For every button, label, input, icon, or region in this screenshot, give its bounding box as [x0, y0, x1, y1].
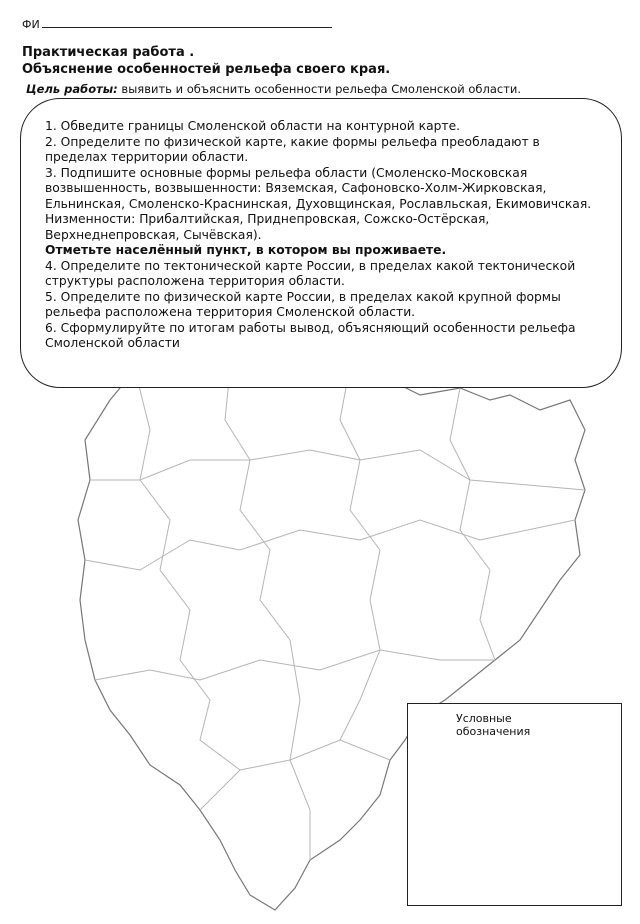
- district-border: [290, 640, 310, 860]
- district-border: [135, 370, 210, 700]
- title-line-2: Объяснение особенностей рельефа своего края.: [22, 62, 391, 77]
- task-mark-settlement: Отметьте населённый пункт, в котором вы проживаете.: [45, 243, 447, 257]
- task-2: 2. Определите по физической карте, какие формы рельефа преобладают в пределах территории области.: [45, 134, 540, 164]
- task-3: 3. Подпишите основные формы рельефа области (Смоленско-Московская возвышенность, возвышенности: Вяземская, Сафоновско-Холм-Жирковская, Ельнинская, Смоленско-Краснинская, Духовщинская, Рославльская, Екимовичская. Низменности: Прибалтийская, Приднепровская, Сожско-Остёрская, Верхнеднепровская, Сычёвская).: [45, 165, 592, 242]
- task-6: 6. Сформулируйте по итогам работы вывод, объясняющий особенности рельефа Смоленской области: [45, 320, 576, 350]
- district-border: [480, 570, 495, 660]
- district-border: [450, 388, 490, 570]
- title-line-1: Практическая работа .: [22, 45, 195, 60]
- legend-box[interactable]: [407, 703, 622, 906]
- district-border: [95, 650, 495, 680]
- goal-label: Цель работы:: [26, 82, 118, 96]
- task-4: 4. Определите по тектонической карте России, в пределах какой тектонической структуры расположена территория области.: [45, 258, 576, 288]
- legend-title: Условные обозначения: [456, 712, 531, 738]
- district-border: [85, 520, 575, 570]
- goal-body: выявить и объяснить особенности рельефа Смоленской области.: [117, 82, 522, 96]
- name-label: ФИ: [22, 18, 40, 31]
- district-border: [90, 450, 585, 490]
- district-border: [340, 550, 380, 740]
- district-border: [200, 700, 240, 770]
- tasks-panel: [20, 98, 622, 388]
- district-border: [200, 740, 390, 810]
- name-line[interactable]: [42, 19, 332, 28]
- task-1: 1. Обведите границы Смоленской области на контурной карте.: [45, 119, 461, 133]
- name-field[interactable]: [22, 18, 332, 31]
- page-title: [22, 44, 390, 78]
- task-5: 5. Определите по физической карте России, в пределах какой крупной формы рельефа расположена территория Смоленской области.: [45, 289, 561, 319]
- district-border: [225, 370, 290, 640]
- goal-text: [26, 82, 586, 96]
